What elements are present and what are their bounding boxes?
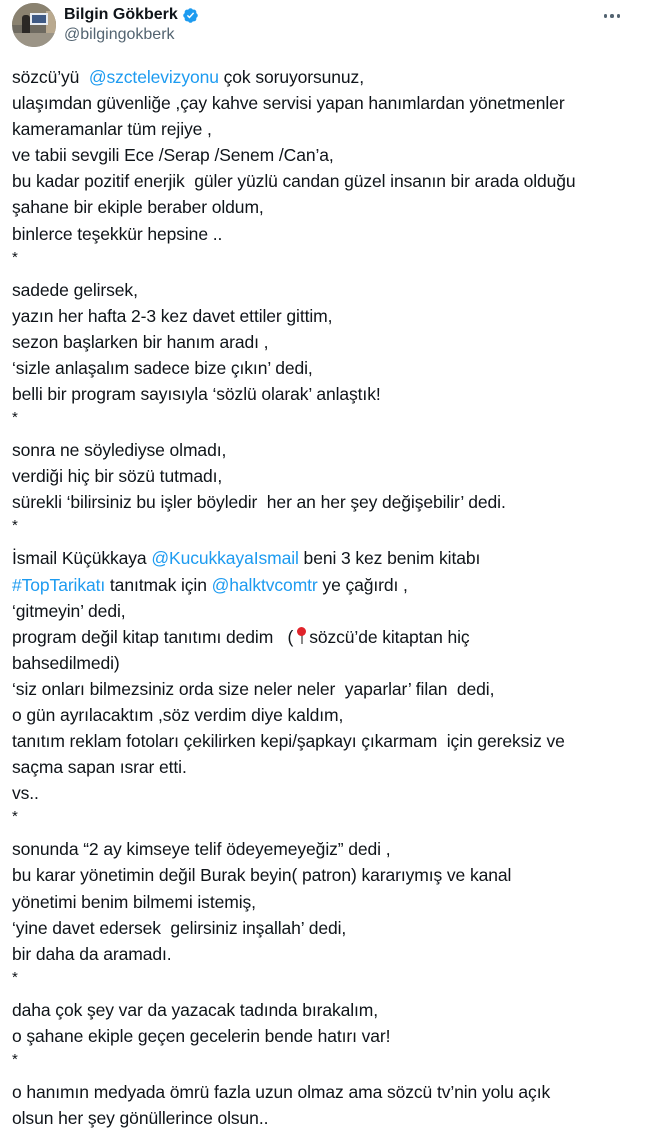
text-segment: ve tabii sevgili Ece /Serap /Senem /Can’a, — [12, 145, 334, 166]
mention-link[interactable]: @szctelevizyonu — [88, 67, 219, 87]
text-segment: ‘siz onları bilmezsiniz orda size neler neler yaparlar’ filan dedi, — [12, 678, 495, 699]
mention-link[interactable]: @KucukkayaIsmail — [151, 548, 299, 569]
section-separator — [12, 515, 638, 537]
text-segment: saçma sapan ısrar etti. — [12, 757, 187, 778]
tweet-line — [12, 545, 638, 571]
text-segment: ‘sizle anlaşalım sadece bize çıkın’ dedi, — [12, 357, 313, 378]
text-segment: belli bir program sayısıyla ‘sözlü olarak’ anlaştık! — [12, 384, 381, 405]
tweet-line — [12, 836, 638, 862]
text-segment: ‘yine davet edersek gelirsiniz inşallah’ dedi, — [12, 917, 347, 938]
text-segment: bir daha da aramadı. — [12, 943, 172, 964]
section-separator — [12, 1049, 638, 1071]
tweet-line — [12, 64, 638, 90]
text-segment: olsun her şey gönüllerince olsun.. — [12, 1108, 269, 1129]
tweet-header — [12, 0, 638, 56]
tweet-line — [12, 997, 638, 1023]
text-segment: verdiği hiç bir sözü tutmadı, — [12, 466, 223, 487]
text-segment: sonra ne söylediyse olmadı, — [12, 440, 227, 461]
author-info — [64, 5, 199, 45]
tweet-line — [12, 489, 638, 515]
section-separator — [12, 806, 638, 828]
tweet-line — [12, 329, 638, 355]
text-segment: * — [12, 409, 18, 427]
text-segment: sadede gelirsek, — [12, 279, 138, 300]
text-segment: binlerce teşekkür hepsine .. — [12, 223, 223, 244]
text-segment: bu kadar pozitif enerjik güler yüzlü candan güzel insanın bir arada olduğu — [12, 171, 576, 192]
tweet-line — [12, 624, 638, 650]
handle[interactable]: @bilgingokberk — [64, 26, 175, 43]
tweet-text — [12, 64, 638, 1131]
name-row — [64, 5, 199, 25]
text-segment: tanıtım reklam fotoları çekilirken kepi/şapkayı çıkarmam için gereksiz ve — [12, 731, 565, 752]
text-segment: program değil kitap tanıtımı dedim ( — [12, 626, 294, 647]
tweet-line — [12, 1023, 638, 1049]
tweet-line — [12, 463, 638, 489]
hashtag-link[interactable]: #TopTarikatı — [12, 574, 106, 595]
text-segment: o gün ayrılacaktım ,söz verdim diye kaldım, — [12, 704, 344, 725]
text-segment: şahane bir ekiple beraber oldum, — [12, 197, 264, 218]
tweet-line — [12, 676, 638, 702]
text-segment: çok soruyorsunuz, — [218, 67, 364, 87]
tweet-line — [12, 941, 638, 967]
tweet-line — [12, 728, 638, 754]
text-segment: * — [12, 1051, 18, 1068]
text-segment: ulaşımdan güvenliğe ,çay kahve servisi yapan hanımlardan yönetmenler — [12, 93, 565, 114]
tweet-line — [12, 650, 638, 676]
tweet-line — [12, 168, 638, 194]
section-separator — [12, 967, 638, 989]
text-segment: ye çağırdı , — [317, 574, 408, 595]
text-segment: sürekli ‘bilirsiniz bu işler böyledir her an her şey değişebilir’ dedi. — [12, 492, 506, 513]
tweet-line — [12, 437, 638, 463]
more-options-button[interactable] — [600, 6, 624, 26]
tweet-line — [12, 862, 638, 888]
text-segment: sonunda “2 ay kimseye telif ödeyemeyeğiz” dedi , — [12, 839, 391, 860]
section-separator — [12, 247, 638, 269]
tweet-line — [12, 915, 638, 941]
text-segment: yazın her hafta 2-3 kez davet ettiler gittim, — [12, 305, 333, 326]
text-segment: bahsedilmedi) — [12, 652, 120, 673]
more-horizontal-icon — [604, 14, 608, 18]
verified-badge-icon — [182, 7, 199, 24]
tweet-line — [12, 142, 638, 168]
text-segment: o hanımın medyada ömrü fazla uzun olmaz ama sözcü tv’nin yolu açık — [12, 1082, 551, 1102]
text-segment: yönetimi benim bilmemi istemiş, — [12, 891, 256, 912]
tweet-line — [12, 702, 638, 728]
tweet-line — [12, 598, 638, 624]
tweet-line — [12, 572, 638, 598]
tweet-line — [12, 116, 638, 142]
text-segment: bu karar yönetimin değil Burak beyin( patron) kararıymış ve kanal — [12, 865, 512, 886]
tweet-line — [12, 889, 638, 915]
text-segment: sözcü’de kitaptan hiç — [309, 626, 470, 647]
tweet-line — [12, 277, 638, 303]
tweet-line — [12, 194, 638, 220]
text-segment: * — [12, 968, 18, 986]
text-segment: sezon başlarken bir hanım aradı , — [12, 331, 269, 352]
tweet-line — [12, 303, 638, 329]
tweet-line — [12, 381, 638, 407]
text-segment: * — [12, 808, 18, 826]
text-segment: İsmail Küçükkaya — [12, 548, 152, 569]
text-segment: * — [12, 517, 18, 535]
avatar[interactable] — [12, 3, 56, 47]
text-segment: * — [12, 248, 18, 266]
mention-link[interactable]: @halktvcomtr — [211, 574, 318, 595]
tweet-line — [12, 754, 638, 780]
text-segment: daha çok şey var da yazacak tadında bırakalım, — [12, 999, 379, 1020]
text-segment: sözcü’yü — [12, 67, 89, 87]
display-name[interactable]: Bilgin Gökberk — [64, 6, 178, 23]
tweet-line — [12, 221, 638, 247]
tweet-line — [12, 355, 638, 381]
tweet-line — [12, 1079, 638, 1105]
text-segment: beni 3 kez benim kitabı — [298, 548, 481, 569]
text-segment: tanıtmak için — [105, 574, 212, 595]
round-pushpin-icon — [295, 626, 307, 646]
tweet-line — [12, 1105, 638, 1131]
text-segment: ‘gitmeyin’ dedi, — [12, 600, 126, 621]
text-segment: vs.. — [12, 783, 39, 804]
text-segment: kameramanlar tüm rejiye , — [12, 119, 212, 140]
text-segment: o şahane ekiple geçen gecelerin bende hatırı var! — [12, 1025, 391, 1046]
tweet-line — [12, 780, 638, 806]
section-separator — [12, 407, 638, 429]
tweet-line — [12, 90, 638, 116]
